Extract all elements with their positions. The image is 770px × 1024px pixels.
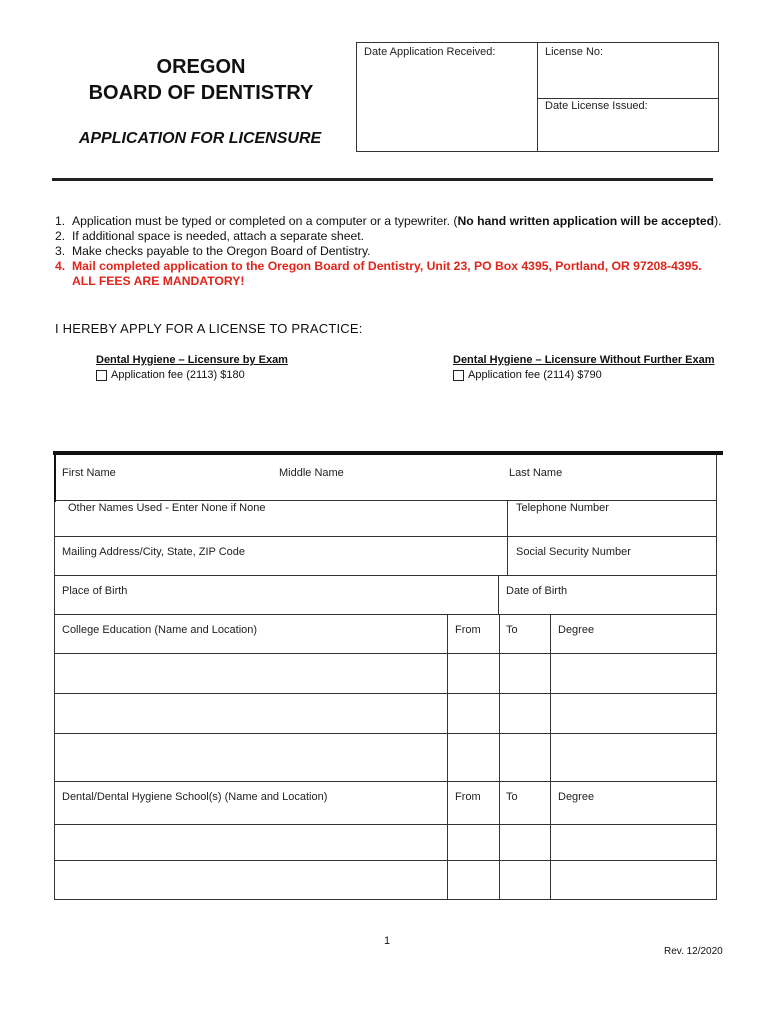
date-of-birth-field[interactable]: Date of Birth — [506, 585, 568, 597]
form-title: APPLICATION FOR LICENSURE — [78, 130, 322, 147]
board-heading: BOARD OF DENTISTRY — [88, 82, 314, 104]
header-divider — [52, 178, 713, 181]
dental-school-field[interactable]: Dental/Dental Hygiene School(s) (Name and Location) — [62, 791, 328, 803]
revision-date: Rev. 12/2020 — [664, 946, 723, 957]
instruction-item: 2. If additional space is needed, attach a separate sheet. — [55, 229, 365, 243]
license-no-field[interactable]: License No: — [545, 46, 604, 58]
dental-from-field[interactable]: From — [455, 791, 481, 803]
dental-to-field[interactable]: To — [506, 791, 518, 803]
exam-fee-checkbox[interactable] — [96, 370, 107, 381]
license-option-no-exam: Dental Hygiene – Licensure Without Further Exam Application fee (2114) $790 — [453, 354, 715, 381]
middle-name-field[interactable]: Middle Name — [279, 467, 344, 479]
first-name-field[interactable]: First Name — [62, 467, 116, 479]
no-exam-fee-checkbox[interactable] — [453, 370, 464, 381]
instructions-list — [55, 214, 755, 289]
date-received-field[interactable]: Date Application Received: — [364, 46, 496, 58]
applicant-form — [54, 453, 717, 900]
license-option-exam: Dental Hygiene – Licensure by Exam Application fee (2113) $180 — [96, 354, 288, 381]
place-of-birth-field[interactable]: Place of Birth — [62, 585, 128, 597]
college-to-field[interactable]: To — [506, 624, 518, 636]
instruction-item: 3. Make checks payable to the Oregon Board of Dentistry. — [55, 244, 371, 258]
mailing-address-field[interactable]: Mailing Address/City, State, ZIP Code — [62, 546, 246, 558]
last-name-field[interactable]: Last Name — [509, 467, 563, 479]
college-from-field[interactable]: From — [455, 624, 481, 636]
ssn-field[interactable]: Social Security Number — [516, 546, 631, 558]
instruction-item: 4. Mail completed application to the Oregon Board of Dentistry, Unit 23, PO Box 4395, Portland, OR 97208-4395. ALL FEES ARE MANDATORY! — [55, 259, 702, 288]
apply-heading: I HEREBY APPLY FOR A LICENSE TO PRACTICE: — [55, 321, 363, 336]
date-issued-field[interactable]: Date License Issued: — [545, 100, 648, 112]
telephone-field[interactable]: Telephone Number — [516, 502, 609, 514]
other-names-field[interactable]: Other Names Used - Enter None if None — [68, 502, 266, 514]
page-number: 1 — [384, 935, 391, 947]
instruction-item: 1. Application must be typed or completed on a computer or a typewriter. (No hand written application will be accepted). — [55, 214, 722, 228]
college-education-field[interactable]: College Education (Name and Location) — [62, 624, 258, 636]
dental-degree-field[interactable]: Degree — [558, 791, 595, 803]
state-heading: OREGON — [156, 56, 246, 78]
college-degree-field[interactable]: Degree — [558, 624, 595, 636]
office-use-box — [356, 42, 719, 152]
